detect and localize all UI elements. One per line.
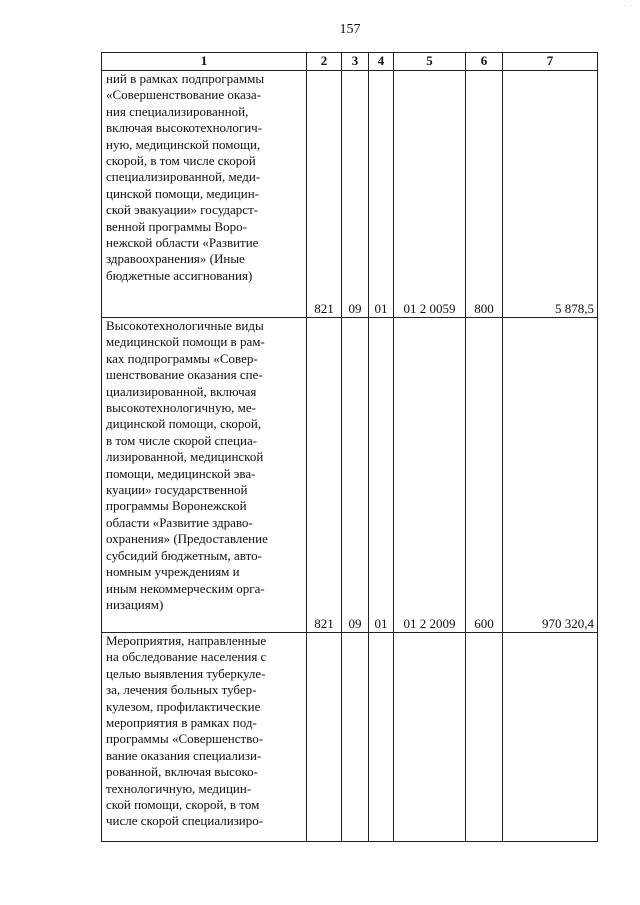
cell-col-2: 821 [307, 71, 342, 318]
description-line: технологичную, медицин- [106, 780, 252, 796]
description-line: в том числе скорой специа- [106, 432, 258, 448]
description-line: венной программы Воро- [106, 218, 247, 234]
description-line: ную, медицинской помощи, [106, 136, 261, 152]
cell-col-7-amount [503, 633, 598, 842]
description-line: программы Воронежской [106, 498, 247, 514]
description-line: ской помощи, скорой, в том [106, 797, 260, 813]
description-line: иным некоммерческим орга- [106, 580, 265, 596]
description-line: скорой, в том числе скорой [106, 153, 256, 169]
header-col-5: 5 [394, 53, 466, 71]
description-line: шенствование оказания спе- [106, 367, 263, 383]
cell-col-3 [342, 633, 369, 842]
description-line: цинской помощи, медицин- [106, 185, 260, 201]
description-line: здравоохранения» (Иные [106, 251, 245, 267]
description-line: субсидий бюджетным, авто- [106, 547, 262, 563]
description-line: высокотехнологичную, ме- [106, 400, 257, 416]
cell-col-2: 821 [307, 318, 342, 633]
description-line: за, лечения больных тубер- [106, 682, 257, 698]
cell-col-4: 01 [369, 318, 394, 633]
table-header-row [102, 53, 598, 71]
description-line: программы «Совершенство- [106, 731, 264, 747]
header-col-3: 3 [342, 53, 369, 71]
description-line: числе скорой специализиро- [106, 813, 264, 829]
description-line: рованной, включая высоко- [106, 764, 258, 780]
description-line: Высокотехнологичные виды [106, 318, 264, 333]
description-line: целью выявления туберкуле- [106, 665, 266, 681]
description-line: нежской области «Развитие [106, 235, 259, 251]
cell-col-5: 01 2 0059 [394, 71, 466, 318]
row-description [102, 71, 307, 318]
scan-corner-mark: · · [624, 2, 634, 10]
row-description [102, 633, 307, 842]
description-line: охранения» (Предоставление [106, 531, 268, 547]
cell-col-5 [394, 633, 466, 842]
header-col-1: 1 [102, 53, 307, 71]
cell-col-4: 01 [369, 71, 394, 318]
table-row [102, 318, 598, 633]
description-line: номным учреждениям и [106, 564, 240, 580]
header-col-6: 6 [466, 53, 503, 71]
cell-col-5: 01 2 2009 [394, 318, 466, 633]
description-line: мероприятия в рамках под- [106, 715, 257, 731]
description-line: области «Развитие здраво- [106, 514, 253, 530]
header-col-2: 2 [307, 53, 342, 71]
description-line: вание оказания специализи- [106, 747, 262, 763]
cell-col-6: 600 [466, 318, 503, 633]
header-col-4: 4 [369, 53, 394, 71]
description-line: куации» государственной [106, 482, 248, 498]
description-line: ках подпрограммы «Совер- [106, 350, 258, 366]
header-col-7: 7 [503, 53, 598, 71]
description-line: включая высокотехнологич- [106, 120, 263, 136]
description-line: специализированной, меди- [106, 169, 261, 185]
cell-col-6: 800 [466, 71, 503, 318]
description-line: кулезом, профилактические [106, 698, 261, 714]
cell-col-2 [307, 633, 342, 842]
description-line: «Совершенствование оказа- [106, 87, 262, 103]
description-line: Мероприятия, направленные [106, 633, 267, 648]
cell-col-6 [466, 633, 503, 842]
description-line: на обследование населения с [106, 649, 267, 665]
description-line: низациям) [106, 596, 164, 612]
description-line: ской эвакуации» государст- [106, 202, 259, 218]
description-line: ний в рамках подпрограммы [106, 71, 265, 86]
description-line: лизированной, медицинской [106, 449, 264, 465]
cell-col-4 [369, 633, 394, 842]
budget-table [101, 52, 598, 842]
cell-col-7-amount: 5 878,5 [503, 71, 598, 318]
description-line: бюджетные ассигнования) [106, 267, 253, 283]
cell-col-7-amount: 970 320,4 [503, 318, 598, 633]
cell-col-3: 09 [342, 71, 369, 318]
page-number: 157 [339, 22, 361, 37]
description-line: дицинской помощи, скорой, [106, 416, 262, 432]
description-line: помощи, медицинской эва- [106, 465, 256, 481]
description-line: циализированной, включая [106, 383, 257, 399]
description-line: ния специализированной, [106, 103, 249, 119]
cell-col-3: 09 [342, 318, 369, 633]
table-row [102, 71, 598, 318]
description-line: медицинской помощи в рам- [106, 334, 265, 350]
table-row [102, 633, 598, 842]
row-description [102, 318, 307, 633]
